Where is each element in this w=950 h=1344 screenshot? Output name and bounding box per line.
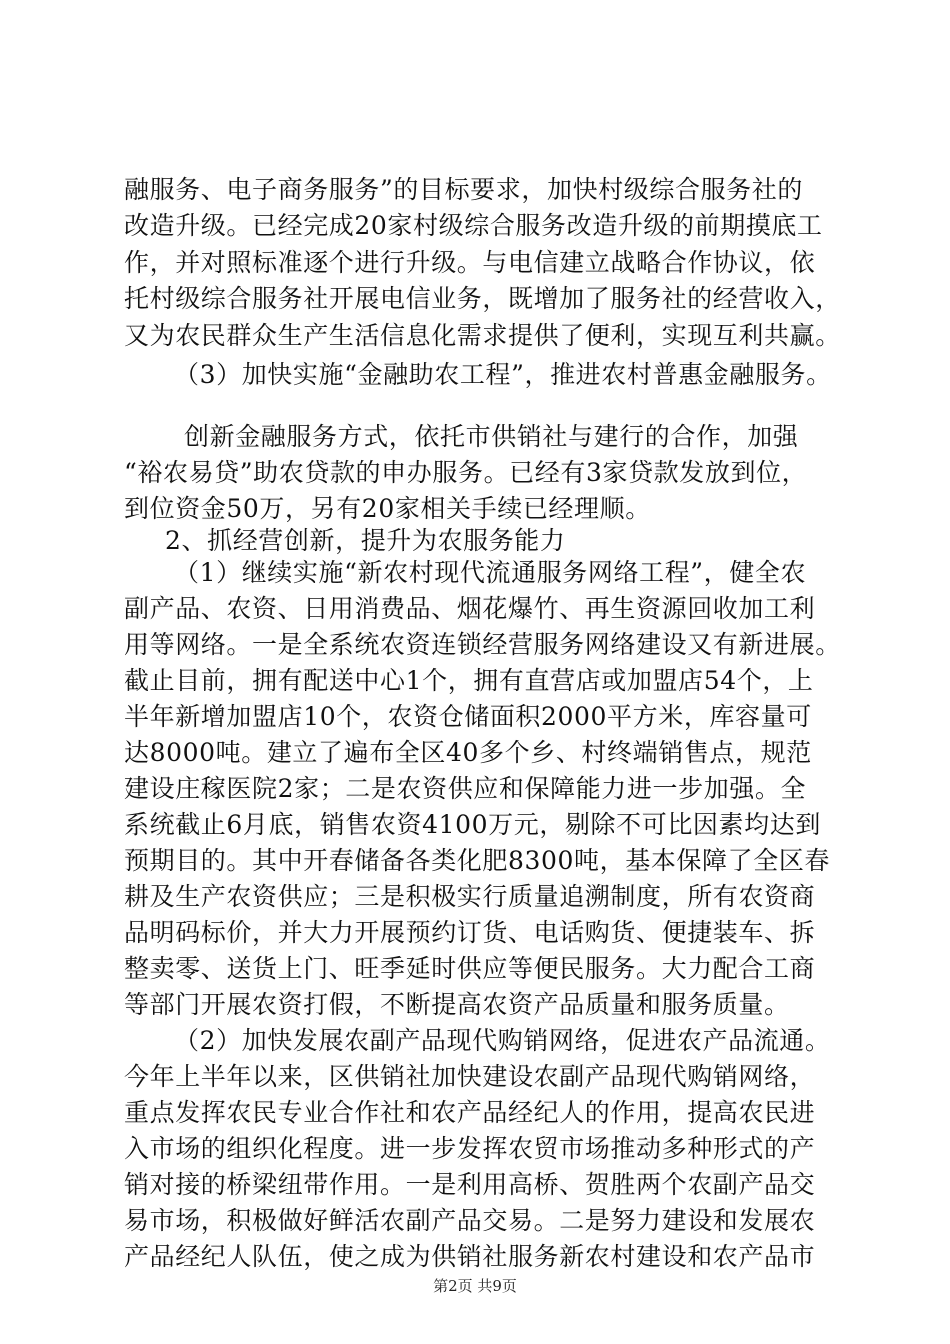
text-line: 到位资金50万，另有20家相关手续已经理顺。 [124, 494, 651, 523]
text-line: 系统截止6月底，销售农资4100万元，剔除不可比因素均达到 [124, 810, 821, 839]
text-line: 产品经纪人队伍，使之成为供销社服务新农村建设和农产品市 [124, 1242, 816, 1271]
text-line: 销对接的桥梁纽带作用。一是利用高桥、贺胜两个农副产品交 [124, 1170, 816, 1199]
text-line: “裕农易贷”助农贷款的申办服务。已经有3家贷款发放到位， [124, 458, 808, 487]
text-line: 达8000吨。建立了遍布全区40多个乡、村终端销售点，规范 [124, 738, 812, 767]
text-line: 创新金融服务方式，依托市供销社与建行的合作，加强 [184, 422, 799, 451]
text-line: 半年新增加盟店10个，农资仓储面积2000平方米，库容量可 [124, 702, 812, 731]
text-line: 建设庄稼医院2家；二是农资供应和保障能力进一步加强。全 [124, 774, 807, 803]
text-line: 等部门开展农资打假，不断提高农资产品质量和服务质量。 [124, 990, 790, 1019]
text-line: 作，并对照标准逐个进行升级。与电信建立战略合作协议，依 [124, 248, 816, 277]
text-line: 预期目的。其中开春储备各类化肥8300吨，基本保障了全区春 [124, 846, 831, 875]
text-line: 整卖零、送货上门、旺季延时供应等便民服务。大力配合工商 [124, 954, 816, 983]
text-line: 入市场的组织化程度。进一步发挥农贸市场推动多种形式的产 [124, 1134, 816, 1163]
text-line: 品明码标价，并大力开展预约订货、电话购货、便捷装车、拆 [124, 918, 816, 947]
text-line: 又为农民群众生产生活信息化需求提供了便利，实现互利共赢。 [124, 321, 841, 350]
text-line: 托村级综合服务社开展电信业务，既增加了服务社的经营收入， [124, 284, 841, 313]
text-line: 副产品、农资、日用消费品、烟花爆竹、再生资源回收加工利 [124, 594, 816, 623]
text-line: 改造升级。已经完成20家村级综合服务改造升级的前期摸底工 [124, 211, 823, 240]
text-line: 今年上半年以来，区供销社加快建设农副产品现代购销网络， [124, 1062, 816, 1091]
section-heading: （2）加快发展农副产品现代购销网络，促进农产品流通。 [174, 1026, 831, 1055]
text-line: 耕及生产农资供应；三是积极实行质量追溯制度，所有农资商 [124, 882, 816, 911]
text-line: 截止目前，拥有配送中心1个，拥有直营店或加盟店54个，上 [124, 666, 814, 695]
text-line: 用等网络。一是全系统农资连锁经营服务网络建设又有新进展。 [124, 630, 841, 659]
text-line: 融服务、电子商务服务”的目标要求，加快村级综合服务社的 [124, 175, 803, 204]
text-line: （1）继续实施“新农村现代流通服务网络工程”，健全农 [174, 558, 807, 587]
text-line: 重点发挥农民专业合作社和农产品经纪人的作用，提高农民进 [124, 1098, 816, 1127]
section-heading: （3）加快实施“金融助农工程”，推进农村普惠金融服务。 [174, 360, 832, 389]
page-footer: 第2页 共9页 [433, 1277, 517, 1295]
text-line: 易市场，积极做好鲜活农副产品交易。二是努力建设和发展农 [124, 1206, 816, 1235]
section-heading: 2、抓经营创新，提升为农服务能力 [165, 526, 566, 555]
